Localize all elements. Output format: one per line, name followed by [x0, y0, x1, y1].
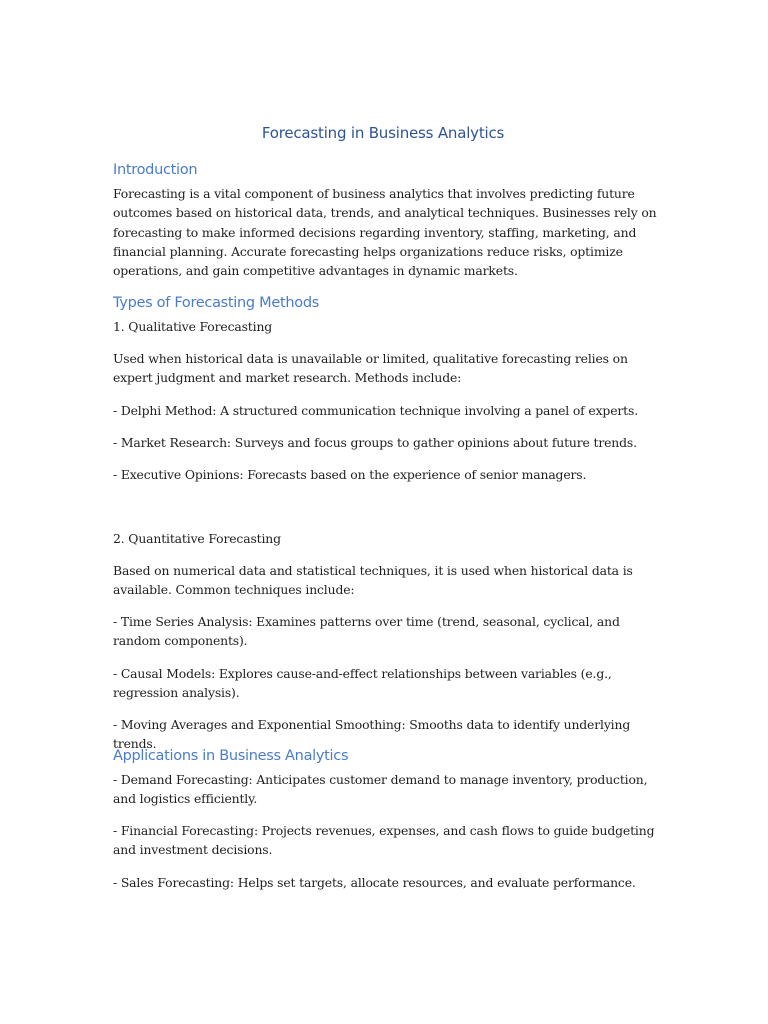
document-title: Forecasting in Business Analytics — [261, 124, 505, 142]
application-item: - Financial Forecasting: Projects revenues, expenses, and cash flows to guide budgeting and investment decisions. — [113, 823, 655, 858]
quantitative-item: - Causal Models: Explores cause-and-effect relationships between variables (e.g., regression analysis). — [113, 666, 612, 701]
qualitative-item: - Market Research: Surveys and focus groups to gather opinions about future trends. — [113, 435, 637, 450]
heading-introduction: Introduction — [113, 162, 198, 178]
quantitative-intro: Based on numerical data and statistical techniques, it is used when historical data is available. Common techniques include: — [113, 563, 633, 598]
qualitative-item: - Executive Opinions: Forecasts based on the experience of senior managers. — [113, 467, 587, 482]
quantitative-title: 2. Quantitative Forecasting — [113, 531, 281, 546]
introduction-paragraph: Forecasting is a vital component of business analytics that involves predicting future outcomes based on historical data, trends, and analytical techniques. Businesses rely on forecasting to make informed decisions regarding inventory, staffing, marketing, and financial planning. Accurate forecasting helps organizations reduce risks, optimize operations, and gain competitive advantages in dynamic markets. — [113, 186, 657, 279]
application-item: - Sales Forecasting: Helps set targets, allocate resources, and evaluate performance. — [113, 875, 636, 890]
qualitative-title: 1. Qualitative Forecasting — [113, 319, 273, 334]
heading-applications: Applications in Business Analytics — [113, 748, 349, 764]
qualitative-item: - Delphi Method: A structured communication technique involving a panel of experts. — [113, 403, 638, 418]
quantitative-item: - Time Series Analysis: Examines patterns over time (trend, seasonal, cyclical, and random components). — [113, 614, 620, 649]
application-item: - Demand Forecasting: Anticipates customer demand to manage inventory, production, and logistics efficiently. — [113, 772, 648, 807]
heading-types: Types of Forecasting Methods — [113, 295, 319, 311]
quantitative-item: - Moving Averages and Exponential Smoothing: Smooths data to identify underlying trends. — [113, 717, 631, 752]
qualitative-intro: Used when historical data is unavailable or limited, qualitative forecasting relies on expert judgment and market research. Methods include: — [113, 351, 628, 386]
